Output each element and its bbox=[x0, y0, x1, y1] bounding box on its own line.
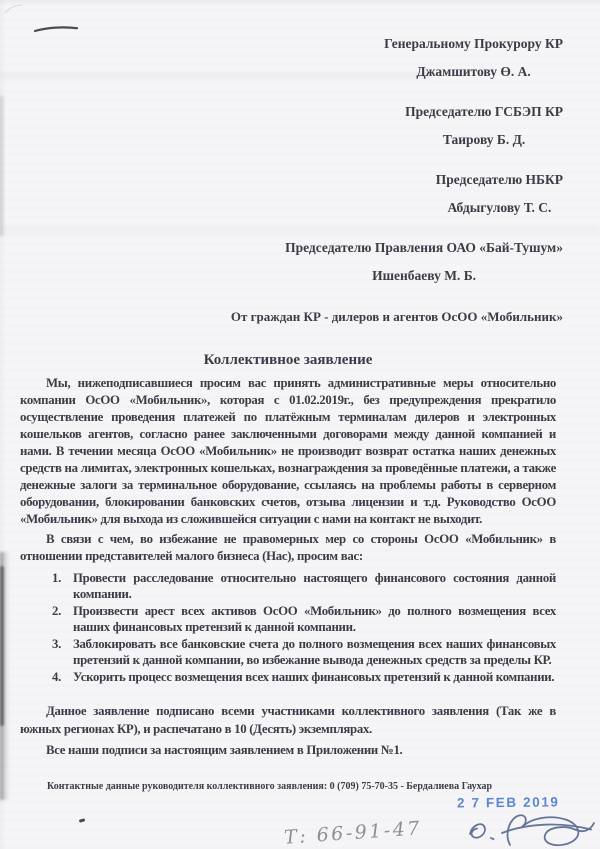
document-title: Коллективное заявление bbox=[203, 352, 373, 368]
addressee-title: Председателю ГСБЭП КР bbox=[405, 104, 563, 119]
paragraph-1: Мы, нижеподписавшиеся просим вас принять административные меры относительно компании ОсОО «Мобильник», которая с 01.02.2019г., без предупреждения прекратило осуществление проведения платежей по платёжным терминалам дилеров и электронных кошельков агентов, согласно ранее заключенными договорами между данной компанией и нами. В течении месяца ОсОО «Мобильник» не производит возврат остатка наших денежных средств на лимитах, электронных кошельках, вознаграждения за проведённые платежи, а также денежные залоги за терминальное оборудование, ссылаясь на проблемы работы в серверном оборудовании, блокировании банковских счетов, отзыва лицензии и т.д. Руководство ОсОО «Мобильник» для выхода из сложившейся ситуации с нами на контакт не выходит. bbox=[20, 376, 556, 526]
addressee-block bbox=[223, 234, 563, 290]
list-item-number: 3. bbox=[52, 637, 61, 651]
paragraph-4: Все наши подписи за настоящим заявлением в Приложении №1. bbox=[46, 743, 403, 757]
list-item-number: 1. bbox=[52, 571, 61, 585]
paragraph-2: В связи с чем, во избежание не правомерных мер со стороны ОсОО «Мобильник» в отношении представителей малого бизнеса (Нас), просим вас: bbox=[20, 532, 556, 563]
scan-artifact bbox=[0, 566, 4, 726]
pen-mark bbox=[33, 25, 79, 33]
addressee-title: Генеральному Прокурору КР bbox=[384, 36, 563, 51]
requests-list bbox=[52, 570, 556, 685]
paragraph-3: Данное заявление подписано всеми участниками коллективного заявления (Так же в южных регионах КР), и распечатано в 10 (Десять) экземплярах. bbox=[20, 704, 556, 736]
list-item bbox=[52, 669, 556, 685]
addressee-block bbox=[223, 30, 563, 86]
addressee-column bbox=[223, 30, 563, 331]
ink-dot bbox=[79, 818, 86, 823]
list-item-text: Произвести арест всех активов ОсОО «Мобильник» до полного возмещения всех наших финансовых претензий к данной компании. bbox=[73, 604, 556, 634]
document-body bbox=[20, 351, 556, 686]
list-item-number: 2. bbox=[52, 604, 61, 618]
addressee-block bbox=[223, 166, 563, 222]
date-stamp: 2 7 FEB 2019 bbox=[456, 794, 560, 811]
handwritten-phone: Т: 66-91-47 bbox=[283, 817, 423, 849]
addressee-title: Председателю НБКР bbox=[435, 172, 563, 187]
scan-artifact bbox=[4, 3, 24, 15]
addressee-block bbox=[223, 98, 563, 154]
contact-line: Контактные данные руководителя коллективного заявления: 0 (709) 75-70-35 - Бердалиева Гаухар bbox=[47, 781, 493, 792]
from-line: От граждан КР - дилеров и агентов ОсОО «Мобильник» bbox=[230, 309, 563, 324]
list-item bbox=[52, 570, 556, 602]
addressee-name: Джамшитову Ө. А. bbox=[416, 64, 531, 79]
scan-artifact bbox=[0, 96, 5, 236]
addressee-name: Таирову Б. Д. bbox=[442, 132, 526, 147]
signature bbox=[464, 810, 596, 849]
closing-paragraphs bbox=[20, 702, 556, 759]
list-item-text: Провести расследование относительно настоящего финансового состояния данной компании. bbox=[73, 571, 556, 601]
addressee-title: Председателю Правления ОАО «Бай-Тушум» bbox=[285, 240, 563, 255]
addressee-name: Ишенбаеву М. Б. bbox=[372, 268, 477, 283]
addressee-name: Абдыгулову Т. С. bbox=[447, 200, 552, 215]
list-item-text: Ускорить процесс возмещения всех наших финансовых претензий к данной компании. bbox=[73, 670, 555, 684]
list-item-number: 4. bbox=[52, 670, 61, 684]
list-item bbox=[52, 636, 556, 668]
list-item-text: Заблокировать все банковские счета до полного возмещения всех наших финансовых претензий к данной компании, во избежание вывода денежных средств за пределы КР. bbox=[73, 637, 556, 667]
list-item bbox=[52, 603, 556, 635]
